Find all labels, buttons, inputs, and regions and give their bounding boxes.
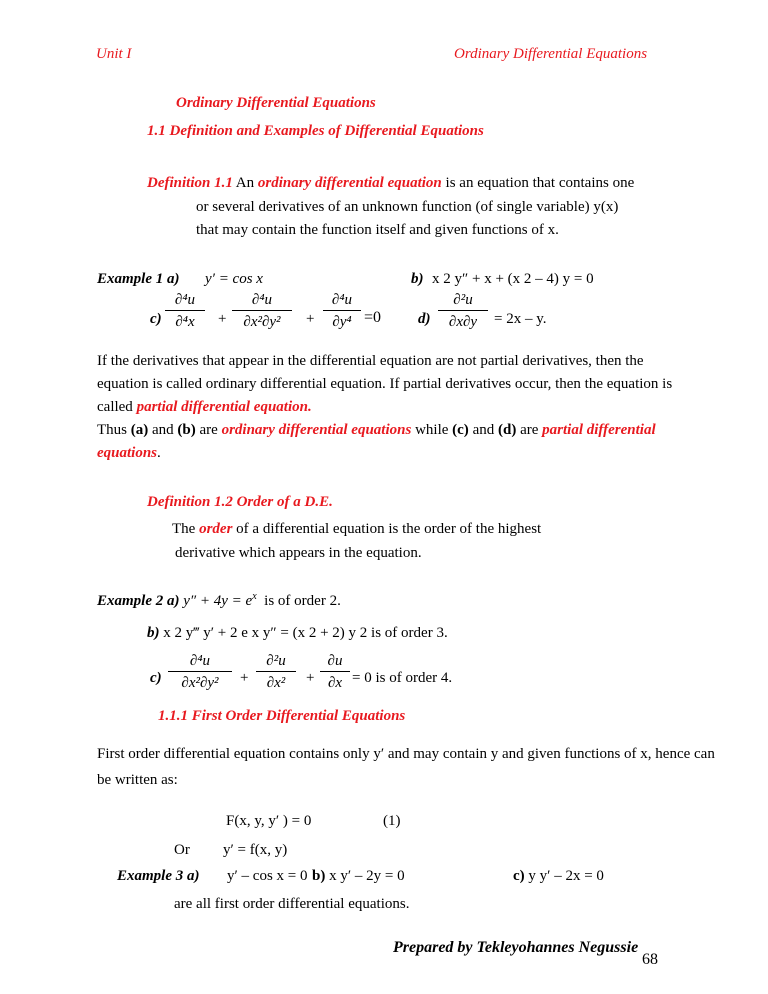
header-title: Ordinary Differential Equations (454, 46, 648, 62)
ref-b: (b) (177, 422, 196, 438)
paragraph-classification (97, 419, 677, 465)
denominator: ∂x (327, 675, 343, 691)
definition-text: An (235, 175, 255, 191)
example-2a (97, 593, 341, 610)
definition-line: derivative which appears in the equation. (175, 545, 422, 561)
fraction (232, 291, 292, 331)
example-2b (147, 625, 448, 642)
denominator: ∂x² (266, 675, 286, 691)
text: are (520, 422, 539, 438)
section-heading-1-1-1: 1.1.1 First Order Differential Equations (158, 708, 406, 724)
text: are (199, 422, 218, 438)
text: while (415, 422, 449, 438)
example-3b (312, 868, 405, 885)
text: of a differential equation is the order of the highest (236, 521, 542, 537)
paragraph-ode-pde (97, 350, 677, 419)
example-1-label: Example 1 a) (97, 271, 180, 287)
definition-text: is an equation that contains one (445, 175, 635, 191)
definition-term: ordinary differential equation (257, 175, 442, 191)
text: Thus (97, 422, 127, 438)
ref-c: (c) (452, 422, 469, 438)
example-2-label: Example 2 a) (97, 593, 180, 609)
example-1a: y′ = cos x (205, 271, 263, 287)
equals-zero: =0 (364, 309, 382, 326)
fraction (438, 291, 488, 331)
example-3c-label: c) (513, 868, 525, 884)
example-1b-label: b) (411, 271, 424, 287)
numerator: ∂⁴u (174, 292, 196, 308)
text: and (472, 422, 495, 438)
definition-line: that may contain the function itself and given functions of x. (196, 222, 559, 238)
footer-prepared-by: Prepared by Tekleyohannes Negussie (393, 939, 639, 956)
equation: y y′ – 2x = 0 (528, 868, 604, 884)
plus-sign: + (240, 670, 249, 686)
section-heading-1-1: 1.1 Definition and Examples of Differential Equations (147, 123, 484, 139)
text: The (172, 521, 196, 537)
equation-number: (1) (383, 813, 401, 829)
numerator: ∂⁴u (331, 292, 353, 308)
term-pde: partial differential equations (97, 422, 656, 461)
example-3a: y′ – cos x = 0 (227, 868, 308, 884)
paragraph-text: If the derivatives that appear in the differential equation are not partial derivatives, then the equation is called ordinary differential equation. If partial derivatives occur, then the equation is called (97, 353, 673, 415)
denominator: ∂x²∂y² (243, 314, 281, 330)
numerator: ∂⁴u (251, 292, 273, 308)
fraction (320, 652, 350, 692)
fraction (323, 291, 361, 331)
denominator: ∂y⁴ (332, 314, 352, 330)
denominator: ∂x∂y (448, 314, 478, 330)
denominator: ∂x²∂y² (181, 675, 219, 691)
ref-d: (d) (497, 422, 517, 438)
definition-1-2 (172, 521, 541, 538)
equation-2: y′ = f(x, y) (223, 842, 288, 858)
exponent: x (252, 591, 257, 602)
numerator: ∂²u (266, 653, 286, 669)
example-2c-rest: = 0 is of order 4. (352, 670, 453, 686)
term-order: order (199, 521, 233, 537)
paragraph-first-order: be written as: (97, 772, 178, 788)
equation: x y′ – 2y = 0 (329, 868, 405, 884)
example-1d-label: d) (418, 311, 431, 327)
text: is of order 2. (264, 593, 341, 609)
term-ode: ordinary differential equations (221, 422, 412, 438)
definition-label: Definition 1.1 (147, 175, 233, 191)
example-1c-label: c) (150, 311, 162, 327)
or-text: Or (174, 842, 190, 858)
definition-1-2-heading: Definition 1.2 Order of a D.E. (147, 494, 333, 510)
example-3c (513, 868, 604, 885)
ref-a: (a) (130, 422, 149, 438)
numerator: ∂²u (453, 292, 473, 308)
term-partial-de: partial differential equation. (136, 399, 312, 415)
fraction (165, 291, 205, 331)
example-3-label: Example 3 a) (117, 868, 200, 884)
definition-line: or several derivatives of an unknown function (of single variable) y(x) (196, 199, 619, 215)
fraction (256, 652, 296, 692)
example-2b-label: b) (147, 625, 160, 641)
example-1d-rhs: = 2x – y. (494, 311, 547, 327)
definition-1-1 (147, 175, 634, 192)
example-1b: x 2 y″ + x + (x 2 – 4) y = 0 (432, 271, 594, 287)
example-3-conclusion: are all first order differential equations. (174, 896, 410, 912)
example-2c-label: c) (150, 670, 162, 686)
equation: x 2 y‴ y′ + 2 e x y″ = (x 2 + 2) y 2 is of order 3. (163, 625, 448, 641)
fraction (168, 652, 232, 692)
header-unit: Unit I (96, 46, 132, 62)
page-title: Ordinary Differential Equations (176, 95, 376, 111)
paragraph-first-order: First order differential equation contains only y′ and may contain y and given functions of x, hence can (97, 746, 715, 762)
numerator: ∂⁴u (189, 653, 211, 669)
example-3b-label: b) (312, 868, 326, 884)
plus-sign: + (218, 311, 227, 327)
text: and (152, 422, 174, 438)
equation-1: F(x, y, y′ ) = 0 (226, 813, 312, 829)
equation: y″ + 4y = e (183, 593, 253, 609)
plus-sign: + (306, 670, 315, 686)
numerator: ∂u (327, 653, 343, 669)
page-number: 68 (642, 951, 658, 968)
plus-sign: + (306, 311, 315, 327)
denominator: ∂⁴x (175, 314, 195, 330)
text: . (157, 445, 161, 461)
